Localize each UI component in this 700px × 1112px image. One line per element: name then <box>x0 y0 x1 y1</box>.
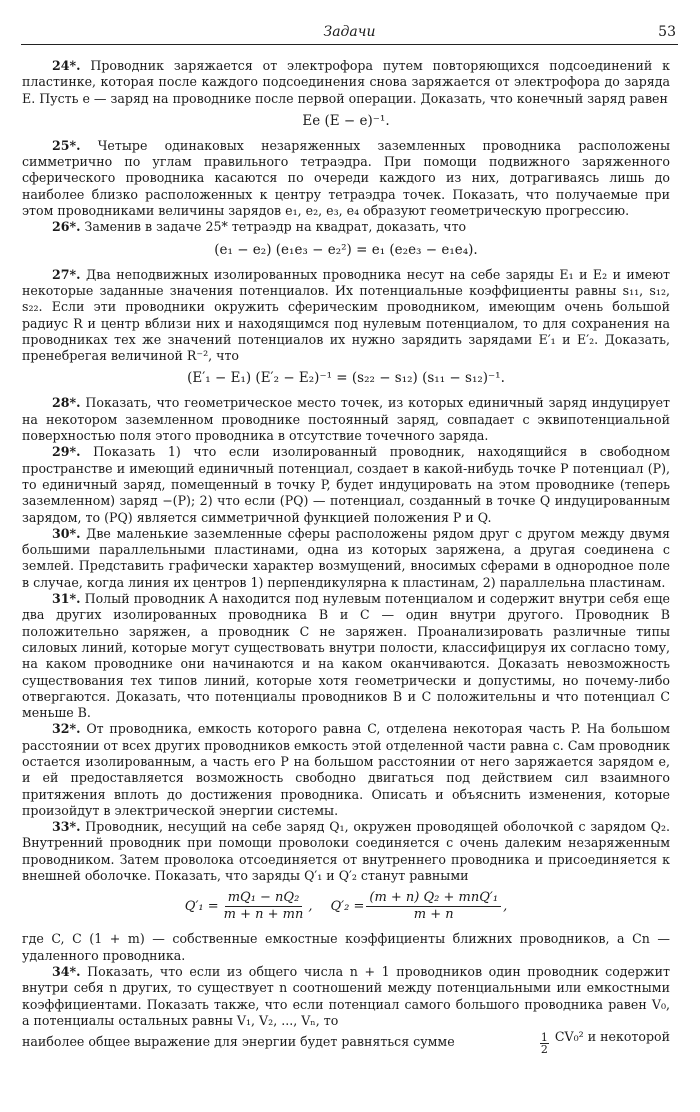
q1-denominator: m + n + mn <box>223 907 304 923</box>
formula-q1 <box>185 890 313 923</box>
formula-33 <box>22 890 670 923</box>
problem-34 <box>22 964 670 1029</box>
half-denominator: 2 <box>540 1043 548 1057</box>
formula-27: (E′₁ − E₁) (E′₂ − E₂)⁻¹ = (s₂₂ − s₁₂) (s₁₁ − s₁₂)⁻¹. <box>187 370 505 387</box>
formula-separator: , <box>308 898 313 914</box>
problem-number: 26*. <box>52 219 81 235</box>
last-line-right: CV₀² и некоторой <box>554 1029 670 1045</box>
last-line-left: наиболее общее выражение для энергии будет равняться сумме <box>22 1033 455 1049</box>
problem-32 <box>22 721 670 819</box>
q2-numerator: (m + n) Q₂ + mnQ′₁ <box>366 890 501 907</box>
problem-31 <box>22 591 670 721</box>
running-header <box>21 22 678 45</box>
problem-number: 32*. <box>52 721 81 737</box>
problem-number: 24*. <box>52 58 81 73</box>
problem-number: 27*. <box>52 266 81 282</box>
problem-text: Полый проводник A находится под нулевым потенциалом и содержит внутри себя еще два других изолированных проводника B и C — один внутри другого. Проводник B положительно заряжен, а проводник C не заряжен. Проанализировать различные типы силовых линий, которые могут существовать внутри полости, классифицируя их согласно тому, на каком проводнике они начинаются и на каком оканчиваются. Доказать невозможность существования тех типов линий, которые хотя геометрически и допустимы, но почему-либо отвергаются. Доказать, что потенциалы проводников B и C положительны и что потенциал C меньше B. <box>22 591 670 721</box>
problem-text: От проводника, емкость которого равна C, отделена некоторая часть P. На большом расстоянии от всех других проводников емкость этой отделенной части равна c. Сам проводник остается изолированным, а часть его P на большом расстоянии от него заряжается зарядом e, и ей предоставляется возможность свободно двигаться под действием сил взаимного притяжения вплоть до достижения проводника. Описать и объяснить изменения, которые произойдут в электрической энергии системы. <box>22 721 670 818</box>
last-line-right-group <box>538 1029 670 1055</box>
problem-number: 25*. <box>52 137 81 153</box>
problem-text: Показать, что если из общего числа n + 1 проводников один проводник содержит внутри себя n других, то существует n соотношений между потенциальными или емкостными коэффициентами. Показать также, что если потенциал самого большого проводника равен V₀, а потенциалы остальных равны V₁, V₂, ..., Vₙ, то <box>22 963 670 1028</box>
q2-lhs: Q′₂ = <box>330 898 365 914</box>
problem-26 <box>22 219 670 235</box>
problem-number: 30*. <box>52 525 81 541</box>
formula-end: , <box>503 898 508 914</box>
problem-24 <box>22 58 670 107</box>
problem-text: Проводник заряжается от электрофора путем повторяющихся подсоединений к пластинке, которая после каждого подсоединения снова заряжается от электрофора до заряда E. Пусть e — заряд на проводнике после первой операции. Доказать, что конечный заряд равен <box>22 58 670 106</box>
one-half-fraction <box>540 1032 549 1055</box>
problem-text: Заменив в задаче 25* тетраэдр на квадрат, доказать, что <box>84 219 467 235</box>
problem-text: Четыре одинаковых незаряженных заземленных проводника расположены симметрично по углам правильного тетраэдра. При помощи подвижного заряженного сферического проводника касаются по очереди каждого из них, дотрагиваясь лишь до наиболее близко расположенных к центру тетраэдра точек. Показать, что получаемые при этом проводниками величины зарядов e₁, e₂, e₃, e₄ образуют геометрическую прогрессию. <box>22 137 670 219</box>
q1-lhs: Q′₁ = <box>184 898 219 914</box>
problem-33 <box>22 819 670 884</box>
q2-fraction <box>366 890 501 923</box>
problem-text: Показать, что геометрическое место точек, из которых единичный заряд индуцирует на некотором заземленном проводнике постоянный заряд, совпадает с эквипотенциальной поверхностью поля этого проводника в отсутствие точечного заряда. <box>22 395 670 444</box>
page-number: 53 <box>658 24 676 40</box>
problem-text: Показать 1) что если изолированный проводник, находящийся в свободном пространстве и имеющий единичный потенциал, создает в какой-нибудь точке P потенциал (P), то единичный заряд, помещенный в точку P, будет индуцировать на этом проводнике (теперь заземленном) заряд −(P); 2) что если (PQ) — потенциал, созданный в точке Q индуцированным зарядом, то (PQ) является симметричной функцией положения P и Q. <box>22 444 670 525</box>
problem-34-last-line <box>22 1029 670 1055</box>
problem-27 <box>22 267 670 365</box>
problem-text: Два неподвижных изолированных проводника несут на себе заряды E₁ и E₂ и имеют некоторые заданные значения потенциалов. Их потенциальные коэффициенты равны s₁₁, s₁₂, s₂₂. Если эти проводники окружить сферическим проводником, имеющим очень большой радиус R и центр вблизи них и находящимся под нулевым потенциалом, то для сохранения на проводниках тех же значений потенциалов их нужно зарядить зарядами E′₁ и E′₂. Доказать, пренебрегая величиной R⁻², что <box>22 266 670 364</box>
problem-30 <box>22 526 670 591</box>
problem-28 <box>22 395 670 444</box>
half-numerator: 1 <box>540 1031 548 1045</box>
formula-q2 <box>331 890 508 923</box>
problem-text: Проводник, несущий на себе заряд Q₁, окружен проводящей оболочкой с зарядом Q₂. Внутренний проводник при помощи проволоки соединяется с очень далеким незаряженным проводником. Затем проволока отсоединяется от внутреннего проводника и присоединяется к внешней оболочке. Показать, что заряды Q′₁ и Q′₂ станут равными <box>22 819 670 884</box>
q2-denominator: m + n <box>413 907 454 923</box>
header-title: Задачи <box>323 24 376 40</box>
problem-number: 31*. <box>52 591 81 607</box>
problem-number: 34*. <box>52 963 81 979</box>
problem-29 <box>22 444 670 525</box>
page-body <box>22 58 670 1055</box>
problem-33-continuation: где C, C (1 + m) — собственные емкостные коэффициенты ближних проводников, а Cn — удаленного проводника. <box>22 931 670 963</box>
q1-fraction <box>221 890 307 923</box>
q1-numerator: mQ₁ − nQ₂ <box>225 890 303 907</box>
problem-number: 29*. <box>52 444 81 460</box>
problem-text: Две маленькие заземленные сферы расположены рядом друг с другом между двумя большими параллельными пластинами, одна из которых заряжена, а другая соединена с землей. Представить графически характер возмущений, вносимых сферами в однородное поле в случае, когда линия их центров 1) перпендикулярна к пластинам, 2) параллельна пластинам. <box>22 525 670 590</box>
formula-24: Ee (E − e)⁻¹. <box>302 112 390 129</box>
problem-number: 33*. <box>52 819 81 835</box>
problem-25 <box>22 138 670 219</box>
formula-26: (e₁ − e₂) (e₁e₃ − e₂²) = e₁ (e₂e₃ − e₁e₄). <box>214 241 478 258</box>
problem-number: 28*. <box>52 395 81 411</box>
